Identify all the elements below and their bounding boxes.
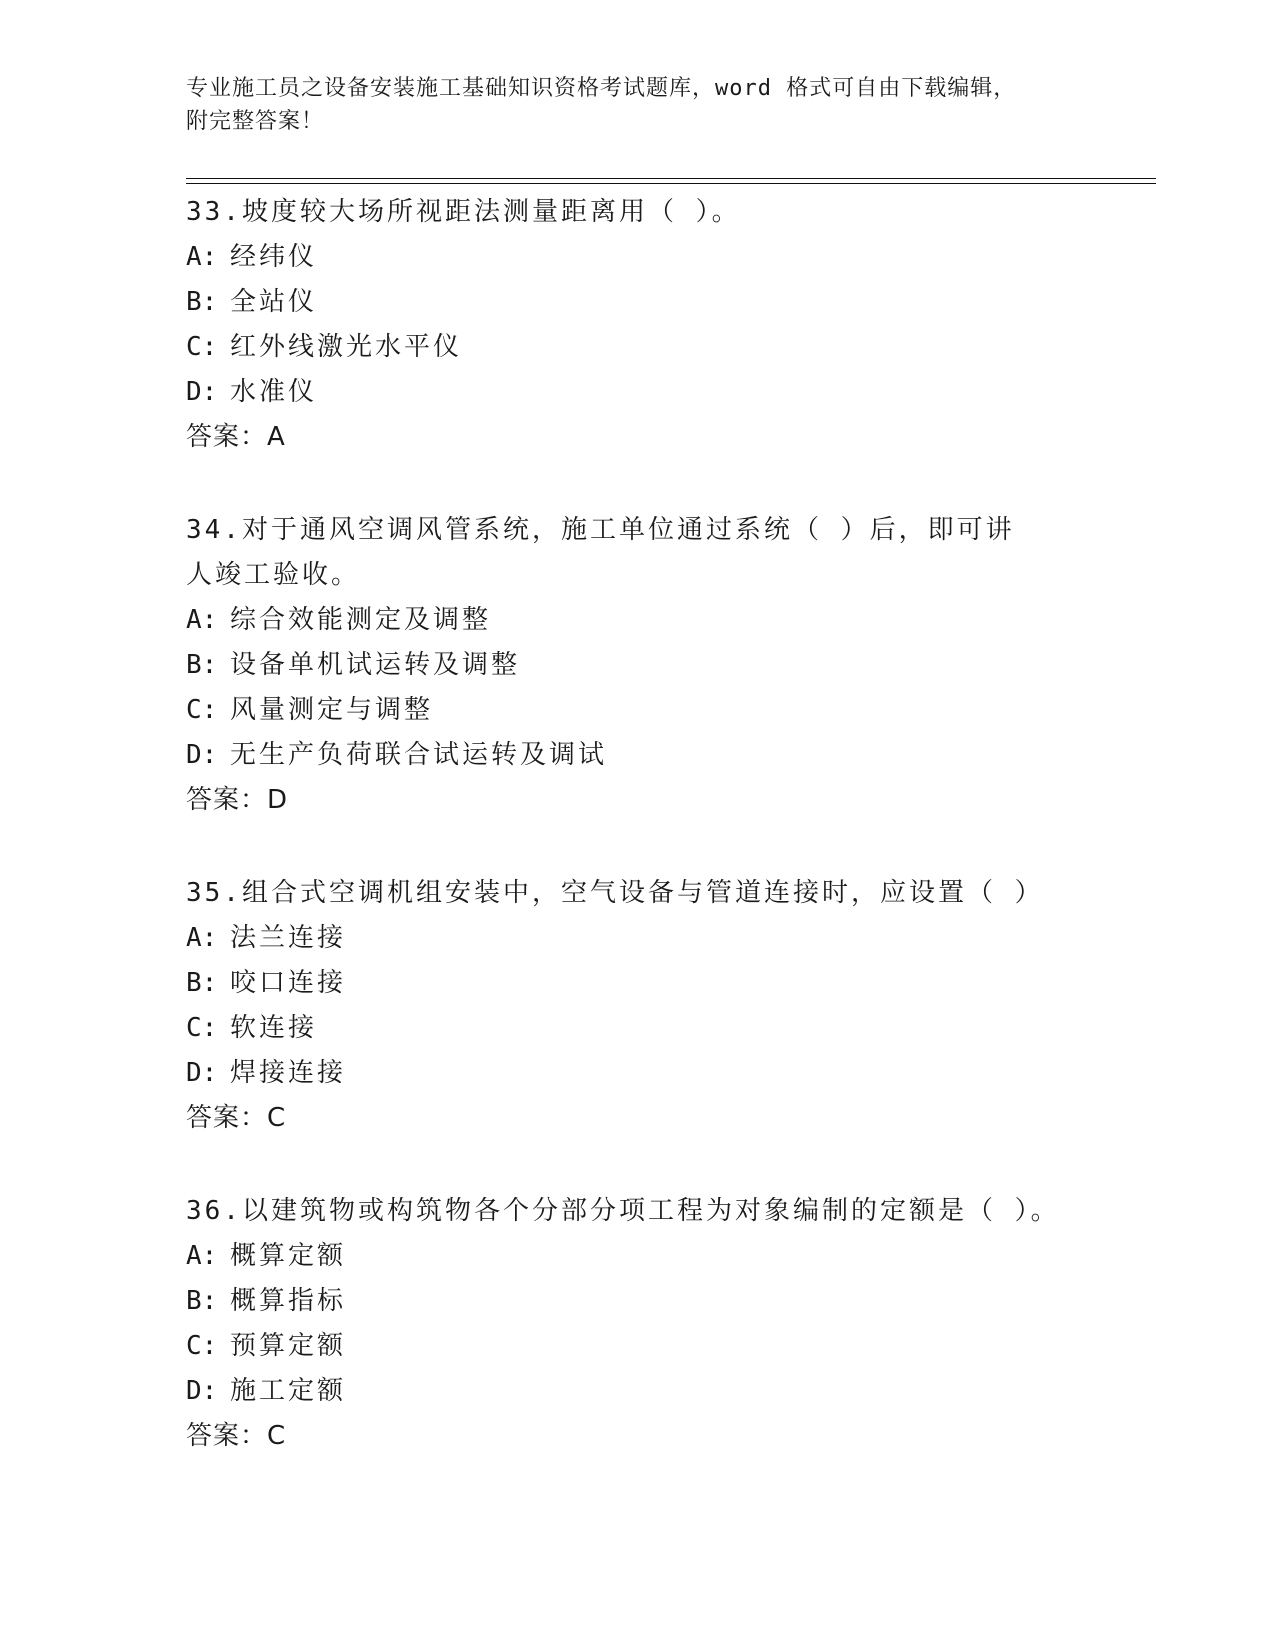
option-letter: B: bbox=[186, 287, 218, 317]
option-letter: D: bbox=[186, 1376, 218, 1406]
option-letter: B: bbox=[186, 1286, 218, 1316]
option-text: 法兰连接 bbox=[230, 923, 347, 953]
option-a bbox=[186, 1234, 1086, 1279]
answer-line: 答案：C bbox=[186, 1103, 287, 1133]
option-text: 预算定额 bbox=[230, 1331, 347, 1361]
option-letter: C: bbox=[186, 1013, 218, 1043]
option-letter: D: bbox=[186, 377, 218, 407]
question-stem: 35.组合式空调机组安装中，空气设备与管道连接时，应设置（ ） bbox=[186, 878, 1044, 908]
header-divider-bottom bbox=[186, 183, 1156, 184]
question-36 bbox=[186, 1189, 1086, 1459]
header-line-1: 专业施工员之设备安装施工基础知识资格考试题库，word 格式可自由下载编辑， bbox=[186, 76, 1017, 101]
option-text: 焊接连接 bbox=[230, 1058, 347, 1088]
option-d bbox=[186, 733, 1086, 778]
option-text: 咬口连接 bbox=[230, 968, 347, 998]
question-33 bbox=[186, 190, 1086, 460]
question-list bbox=[186, 190, 1086, 1507]
option-text: 概算定额 bbox=[230, 1241, 347, 1271]
option-c bbox=[186, 325, 1086, 370]
option-text: 软连接 bbox=[230, 1013, 318, 1043]
header-divider-top bbox=[186, 178, 1156, 179]
option-text: 综合效能测定及调整 bbox=[230, 605, 492, 635]
option-c bbox=[186, 1006, 1086, 1051]
option-text: 经纬仪 bbox=[230, 242, 318, 272]
option-a bbox=[186, 598, 1086, 643]
option-letter: C: bbox=[186, 1331, 218, 1361]
option-b bbox=[186, 1279, 1086, 1324]
option-text: 红外线激光水平仪 bbox=[230, 332, 463, 362]
option-letter: B: bbox=[186, 650, 218, 680]
option-a bbox=[186, 916, 1086, 961]
answer-line: 答案：A bbox=[186, 422, 286, 452]
option-a bbox=[186, 235, 1086, 280]
option-letter: A: bbox=[186, 923, 218, 953]
option-text: 风量测定与调整 bbox=[230, 695, 434, 725]
question-stem: 36.以建筑物或构筑物各个分部分项工程为对象编制的定额是（ ）。 bbox=[186, 1196, 1060, 1226]
document-header bbox=[186, 72, 1066, 138]
option-b bbox=[186, 961, 1086, 1006]
option-letter: C: bbox=[186, 695, 218, 725]
option-c bbox=[186, 1324, 1086, 1369]
option-letter: A: bbox=[186, 1241, 218, 1271]
header-line-2: 附完整答案！ bbox=[186, 109, 325, 134]
option-letter: A: bbox=[186, 242, 218, 272]
option-letter: D: bbox=[186, 1058, 218, 1088]
answer-line: 答案：C bbox=[186, 1421, 287, 1451]
question-stem: 33.坡度较大场所视距法测量距离用（ ）。 bbox=[186, 197, 741, 227]
option-text: 概算指标 bbox=[230, 1286, 347, 1316]
option-letter: C: bbox=[186, 332, 218, 362]
question-stem: 34.对于通风空调风管系统，施工单位通过系统（ ）后，即可讲人竣工验收。 bbox=[186, 515, 1015, 590]
option-d bbox=[186, 370, 1086, 415]
question-35 bbox=[186, 871, 1086, 1141]
option-d bbox=[186, 1369, 1086, 1414]
option-text: 水准仪 bbox=[230, 377, 318, 407]
option-d bbox=[186, 1051, 1086, 1096]
option-letter: B: bbox=[186, 968, 218, 998]
option-letter: A: bbox=[186, 605, 218, 635]
option-b bbox=[186, 643, 1086, 688]
option-letter: D: bbox=[186, 740, 218, 770]
question-34 bbox=[186, 508, 1086, 823]
option-text: 施工定额 bbox=[230, 1376, 347, 1406]
answer-line: 答案：D bbox=[186, 785, 289, 815]
option-b bbox=[186, 280, 1086, 325]
option-text: 全站仪 bbox=[230, 287, 318, 317]
option-c bbox=[186, 688, 1086, 733]
option-text: 设备单机试运转及调整 bbox=[230, 650, 521, 680]
option-text: 无生产负荷联合试运转及调试 bbox=[230, 740, 608, 770]
